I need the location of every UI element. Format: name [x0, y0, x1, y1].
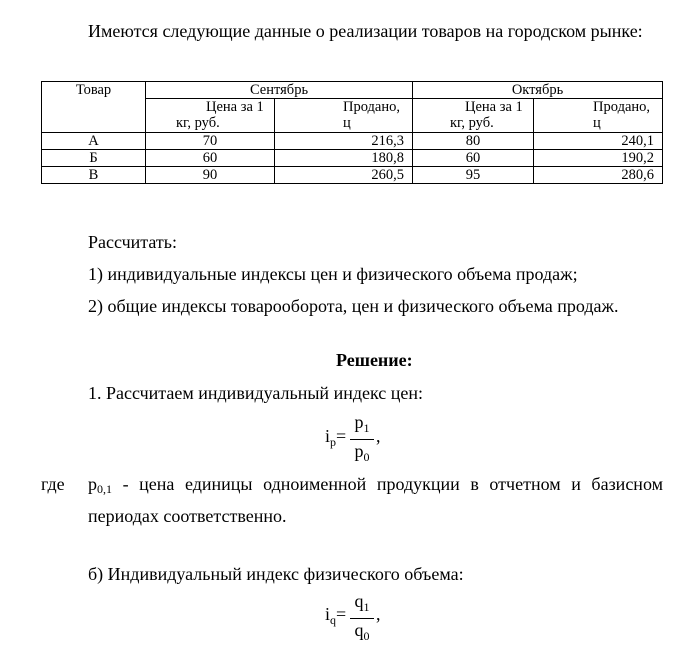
step-1-text: 1. Рассчитаем индивидуальный индекс цен: — [88, 383, 424, 403]
cell-q0: 260,5 — [275, 167, 413, 184]
cell-product: В — [42, 167, 146, 184]
sold-header-line2: ц — [343, 115, 351, 131]
formula-fraction — [350, 591, 374, 646]
step-b-text: б) Индивидуальный индекс физического объема: — [88, 564, 464, 584]
cell-product: Б — [42, 150, 146, 167]
denominator-subscript: 0 — [363, 450, 370, 464]
numerator-subscript: 1 — [363, 421, 370, 435]
formula-equals: = — [336, 426, 347, 446]
cell-p1: 95 — [413, 167, 534, 184]
solution-title: Решение: — [336, 350, 413, 370]
formula-lhs-subscript: q — [330, 613, 337, 627]
fraction-bar — [350, 618, 374, 619]
where-line-2: периодах соответственно. — [88, 506, 287, 526]
task-title: Рассчитать: — [88, 232, 177, 252]
cell-p1: 60 — [413, 150, 534, 167]
cell-p0: 90 — [146, 167, 275, 184]
where-line-1 — [88, 474, 663, 499]
where-description: - цена единицы одноименной продукции в отчетном и базисном — [112, 474, 663, 494]
cell-q1: 190,2 — [534, 150, 663, 167]
cell-p0: 70 — [146, 133, 275, 150]
denominator-symbol: q — [354, 620, 364, 640]
col-product-header: Товар — [42, 82, 146, 133]
cell-q0: 216,3 — [275, 133, 413, 150]
formula-comma: , — [376, 604, 381, 624]
intro-text: Имеются следующие данные о реализации товаров на городском рынке: — [88, 21, 643, 41]
price-header-line2: кг, руб. — [176, 115, 220, 131]
task-item-1: 1) индивидуальные индексы цен и физического объема продаж; — [88, 264, 578, 284]
formula-lhs-symbol: i — [325, 604, 331, 624]
table-header-row — [42, 82, 663, 99]
price-header-oct — [413, 99, 534, 133]
formula-lhs-symbol: i — [325, 426, 331, 446]
cell-p0: 60 — [146, 150, 275, 167]
numerator-subscript: 1 — [363, 600, 370, 614]
task-item-2: 2) общие индексы товарооборота, цен и физического объема продаж. — [88, 296, 619, 316]
cell-p1: 80 — [413, 133, 534, 150]
table-row — [42, 133, 663, 150]
formula-lhs-subscript: p — [330, 435, 337, 449]
denominator-subscript: 0 — [363, 629, 370, 643]
price-header-line1: Цена за 1 — [206, 99, 264, 115]
where-word: где — [41, 474, 65, 494]
sold-header-line1: Продано, — [593, 99, 651, 115]
cell-product: А — [42, 133, 146, 150]
sold-header-sep — [275, 99, 413, 133]
sales-table — [41, 81, 663, 184]
formula-fraction — [350, 412, 374, 467]
sold-header-line1: Продано, — [343, 99, 401, 115]
table-row — [42, 150, 663, 167]
price-header-sep — [146, 99, 275, 133]
where-variable-subscript: 0,1 — [97, 482, 112, 496]
numerator-symbol: q — [354, 591, 364, 611]
numerator-symbol: p — [354, 412, 364, 432]
cell-q1: 240,1 — [534, 133, 663, 150]
formula-comma: , — [376, 426, 381, 446]
fraction-bar — [350, 439, 374, 440]
formula-lhs — [325, 604, 346, 630]
denominator-symbol: p — [354, 441, 364, 461]
table-row — [42, 167, 663, 184]
cell-q0: 180,8 — [275, 150, 413, 167]
formula-lhs — [325, 426, 346, 452]
october-header: Октябрь — [413, 82, 663, 99]
price-header-line1: Цена за 1 — [465, 99, 523, 115]
where-variable: p — [88, 474, 97, 494]
sold-header-line2: ц — [593, 115, 601, 131]
formula-equals: = — [336, 604, 347, 624]
september-header: Сентябрь — [146, 82, 413, 99]
price-header-line2: кг, руб. — [450, 115, 494, 131]
cell-q1: 280,6 — [534, 167, 663, 184]
sold-header-oct — [534, 99, 663, 133]
